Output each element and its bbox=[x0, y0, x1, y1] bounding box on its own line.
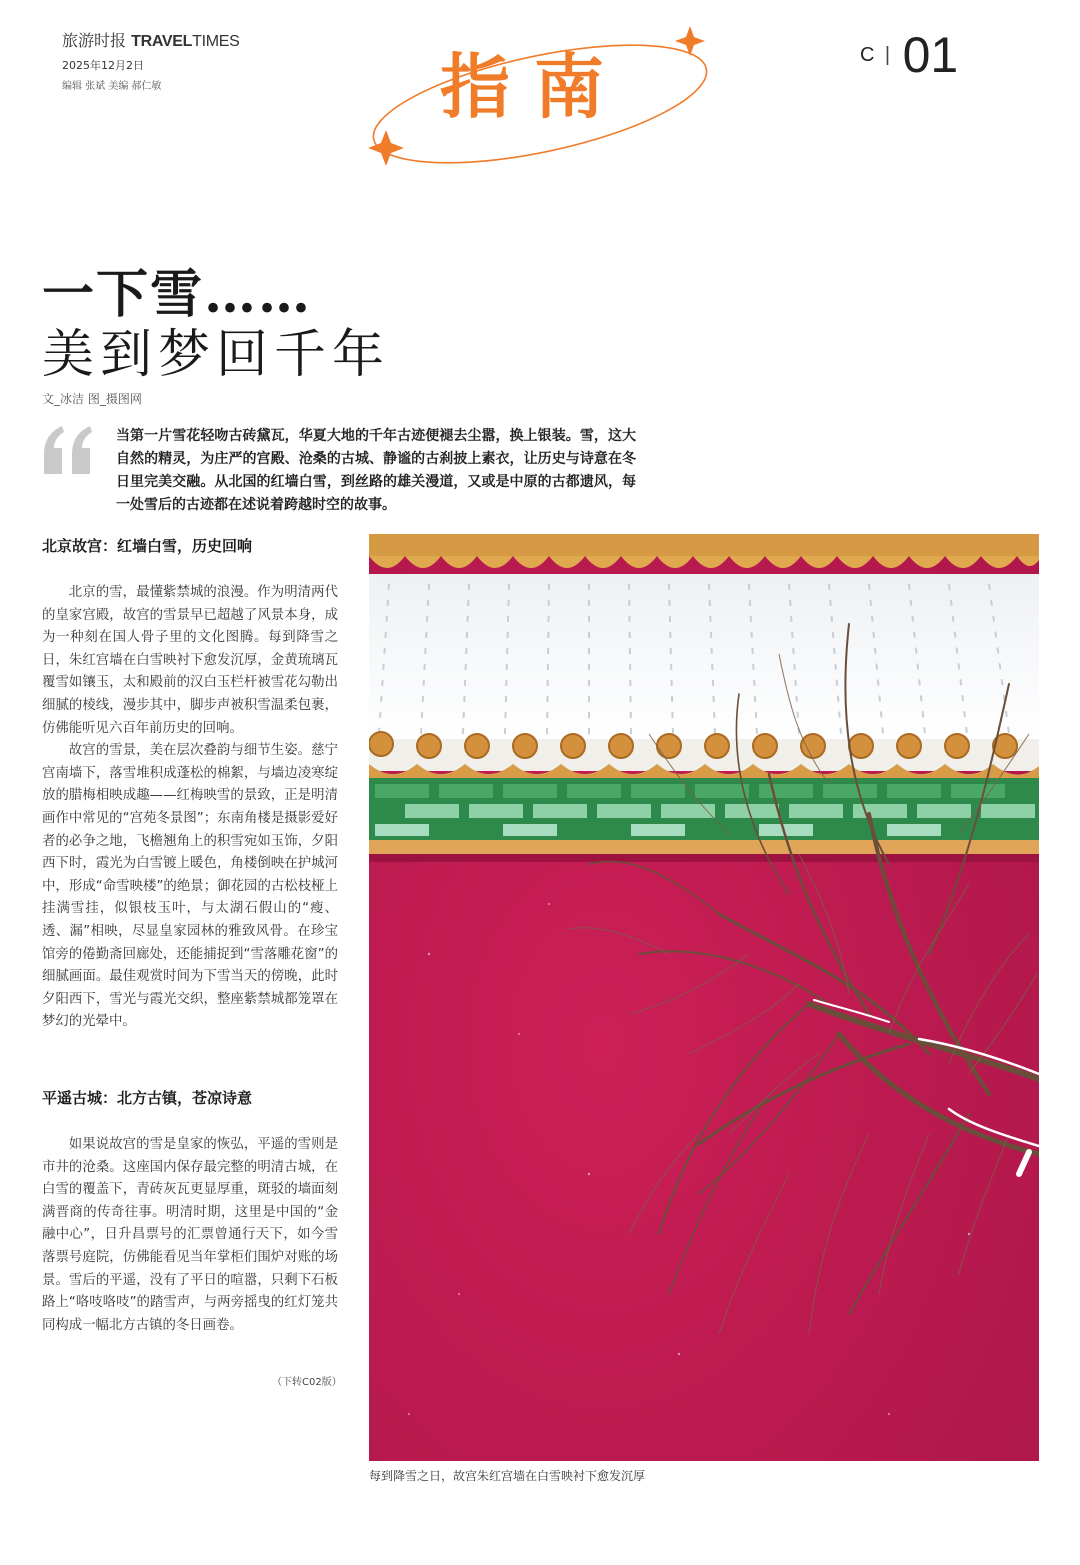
brand-english-bold: TRAVEL bbox=[131, 33, 193, 50]
paragraph: 故宫的雪景，美在层次叠韵与细节生姿。慈宁宫南墙下，落雪堆积成蓬松的棉絮，与墙边凌寒绽放的腊梅相映成趣——红梅映雪的景致，正是明清画作中常见的“宫苑冬景图”；东南角楼是摄影爱好者的必争之地，飞檐翘角上的积雪宛如玉饰，夕阳西下时，霞光为白雪镀上暖色，角楼倒映在护城河中，形成“命雪映楼”的绝景；御花园的古松枝桠上挂满雪挂，似银枝玉叶，与太湖石假山的“瘦、透、漏”相映，尽显皇家园林的雅致风骨。在珍宝馆旁的倦勤斋回廊处，还能捕捉到“雪落雕花窗”的细腻画面。最佳观赏时间为下雪当天的傍晚，此时夕阳西下，雪光与霞光交织，整座紫禁城都笼罩在梦幻的光晕中。 bbox=[42, 743, 338, 1030]
paragraph: 北京的雪，最懂紫禁城的浪漫。作为明清两代的皇家宫殿，故宫的雪景早已超越了风景本身，成为一种刻在国人骨子里的文化图腾。每到降雪之日，朱红宫墙在白雪映衬下愈发沉厚，金黄琉璃瓦覆雪如镶玉，太和殿前的汉白玉栏杆被雪花勾勒出细腻的棱线，漫步其中，脚步声被积雪温柔包裹，仿佛能听见六百年前历史的回响。 bbox=[42, 585, 338, 736]
page-prefix: C bbox=[860, 44, 881, 66]
page-number bbox=[860, 27, 959, 83]
photo-caption: 每到降雪之日，故宫朱红宫墙在白雪映衬下愈发沉厚 bbox=[369, 1469, 646, 1483]
continued-notice: （下转C02版） bbox=[272, 1377, 342, 1388]
sparkle-icon bbox=[675, 26, 705, 56]
paragraph: 如果说故宫的雪是皇家的恢弘，平遥的雪则是市井的沧桑。这座国内保存最完整的明清古城，在白雪的覆盖下，青砖灰瓦更显厚重，斑驳的墙面刻满晋商的传奇往事。明清时期，这里是中国的“金融中心”，日升昌票号的汇票曾通行天下，如今雪落票号庭院，仿佛能看见当年掌柜们围炉对账的场景。雪后的平遥，没有了平日的喧嚣，只剩下石板路上“咯吱咯吱”的踏雪声，与两旁摇曳的红灯笼共同构成一幅北方古镇的冬日画卷。 bbox=[42, 1137, 338, 1333]
page-number-value: 01 bbox=[902, 27, 959, 83]
page-divider: | bbox=[884, 44, 891, 66]
section-heading-pingyao: 平遥古城：北方古镇，苍凉诗意 bbox=[42, 1089, 253, 1107]
section-heading-forbidden-city: 北京故宫：红墙白雪，历史回响 bbox=[42, 537, 253, 555]
brand-chinese: 旅游时报 bbox=[62, 31, 127, 50]
newspaper-brand bbox=[62, 28, 240, 51]
quote-mark-icon bbox=[40, 418, 100, 478]
brand-english: TIMES bbox=[192, 33, 240, 50]
editor-credits: 编辑 张斌 美编 郝仁敏 bbox=[62, 81, 162, 92]
article-column-2 bbox=[42, 1087, 338, 1337]
article-column bbox=[42, 535, 338, 1034]
masthead bbox=[62, 28, 240, 92]
issue-date: 2025年12月2日 bbox=[62, 59, 144, 72]
byline: 文_冰洁 图_摄图网 bbox=[42, 392, 142, 406]
forbidden-city-wall-photo bbox=[369, 534, 1039, 1461]
headline-line-2: 美到梦回千年 bbox=[42, 325, 391, 385]
section-title: 指南 bbox=[440, 46, 628, 128]
lead-paragraph: 当第一片雪花轻吻古砖黛瓦，华夏大地的千年古迹便褪去尘嚣，换上银装。雪，这大自然的精灵，为庄严的宫殿、沧桑的古城、静谧的古刹披上素衣，让历史与诗意在冬日里完美交融。从北国的红墙白雪，到丝路的雄关漫道，又或是中原的古都遗风，每一处雪后的古迹都在述说着跨越时空的故事。 bbox=[116, 428, 636, 513]
headline-line-1: 一下雪…… bbox=[42, 264, 313, 325]
